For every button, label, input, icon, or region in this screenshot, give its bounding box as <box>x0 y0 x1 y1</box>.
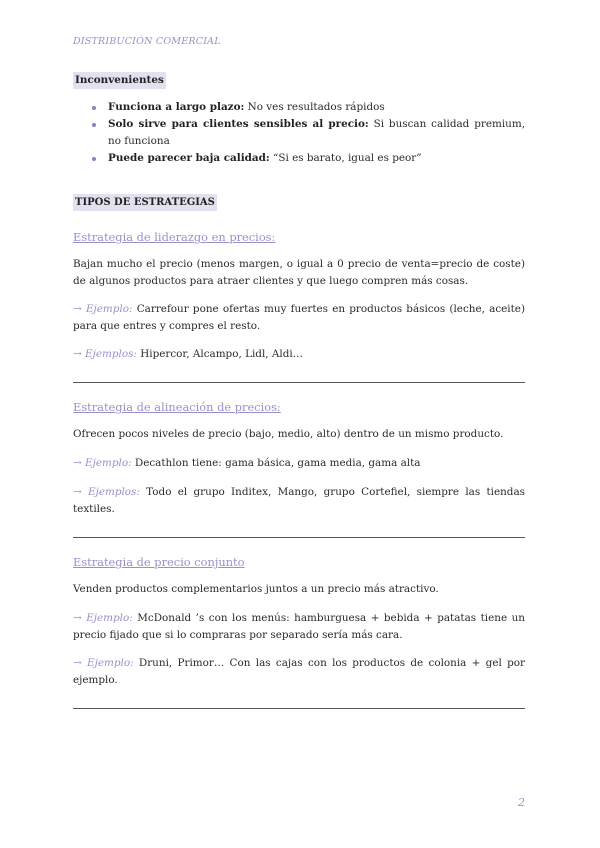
example-label: Ejemplo: <box>85 457 132 469</box>
example-text: Todo el grupo Inditex, Mango, grupo Cortefiel, siempre las tiendas textiles. <box>73 486 525 515</box>
example-paragraph <box>73 301 525 335</box>
arrow-icon: → <box>73 303 82 315</box>
section-body: Ofrecen pocos niveles de precio (bajo, medio, alto) dentro de un mismo producto. <box>73 428 504 440</box>
running-header: DISTRIBUCIÓN COMERCIAL <box>73 36 221 47</box>
section-body: Bajan mucho el precio (menos margen, o igual a 0 precio de venta=precio de coste) de algunos productos para atraer clientes y que luego compren más cosas. <box>73 258 525 287</box>
bullet-icon <box>92 123 96 127</box>
example-label: Ejemplos: <box>88 486 140 498</box>
tipos-heading: TIPOS DE ESTRATEGIAS <box>73 194 217 211</box>
inconvenientes-list <box>73 99 525 167</box>
arrow-icon: → <box>73 348 82 360</box>
item-bold: Funciona a largo plazo: <box>108 101 245 113</box>
example-paragraph <box>73 346 525 363</box>
example-label: Ejemplo: <box>85 303 133 315</box>
item-bold: Solo sirve para clientes sensibles al precio: <box>108 118 369 130</box>
inconvenientes-heading: Inconvenientes <box>73 72 166 89</box>
bullet-icon <box>92 157 96 161</box>
example-paragraph <box>73 455 525 472</box>
example-text: McDonald ’s con los menús: hamburguesa + bebida + patatas tiene un precio fijado que si lo compraras por separado sería más cara. <box>73 612 525 641</box>
example-paragraph <box>73 610 525 644</box>
example-text: Decathlon tiene: gama básica, gama media, gama alta <box>131 457 421 469</box>
section-divider <box>73 708 525 709</box>
section-title: Estrategia de liderazgo en precios: <box>73 230 276 244</box>
page-number: 2 <box>518 796 525 809</box>
list-item <box>73 116 525 150</box>
arrow-icon: → <box>73 486 82 498</box>
example-paragraph <box>73 484 525 518</box>
section-divider <box>73 382 525 383</box>
arrow-icon: → <box>73 612 82 624</box>
example-label: Ejemplos: <box>85 348 137 360</box>
section-alineacion <box>73 399 525 538</box>
list-item <box>73 99 525 116</box>
page-content <box>73 70 525 709</box>
section-conjunto <box>73 554 525 709</box>
section-body: Venden productos complementarios juntos a un precio más atractivo. <box>73 583 439 595</box>
section-divider <box>73 537 525 538</box>
list-item <box>73 150 525 167</box>
section-liderazgo <box>73 229 525 383</box>
example-label: Ejemplo: <box>87 657 134 669</box>
item-bold: Puede parecer baja calidad: <box>108 152 270 164</box>
arrow-icon: → <box>73 657 82 669</box>
bullet-icon <box>92 106 96 110</box>
item-text: “Si es barato, igual es peor” <box>269 152 422 164</box>
arrow-icon: → <box>73 457 82 469</box>
example-paragraph <box>73 655 525 689</box>
example-text: Druni, Primor… Con las cajas con los productos de colonia + gel por ejemplo. <box>73 657 525 686</box>
section-title: Estrategia de precio conjunto <box>73 555 245 569</box>
example-text: Hipercor, Alcampo, Lidl, Aldi… <box>136 348 304 360</box>
section-title: Estrategia de alineación de precios: <box>73 400 281 414</box>
example-text: Carrefour pone ofertas muy fuertes en productos básicos (leche, aceite) para que entres y compres el resto. <box>73 303 525 332</box>
item-text: Si buscan calidad premium, no funciona <box>108 118 525 147</box>
item-text: No ves resultados rápidos <box>244 101 385 113</box>
example-label: Ejemplo: <box>86 612 133 624</box>
